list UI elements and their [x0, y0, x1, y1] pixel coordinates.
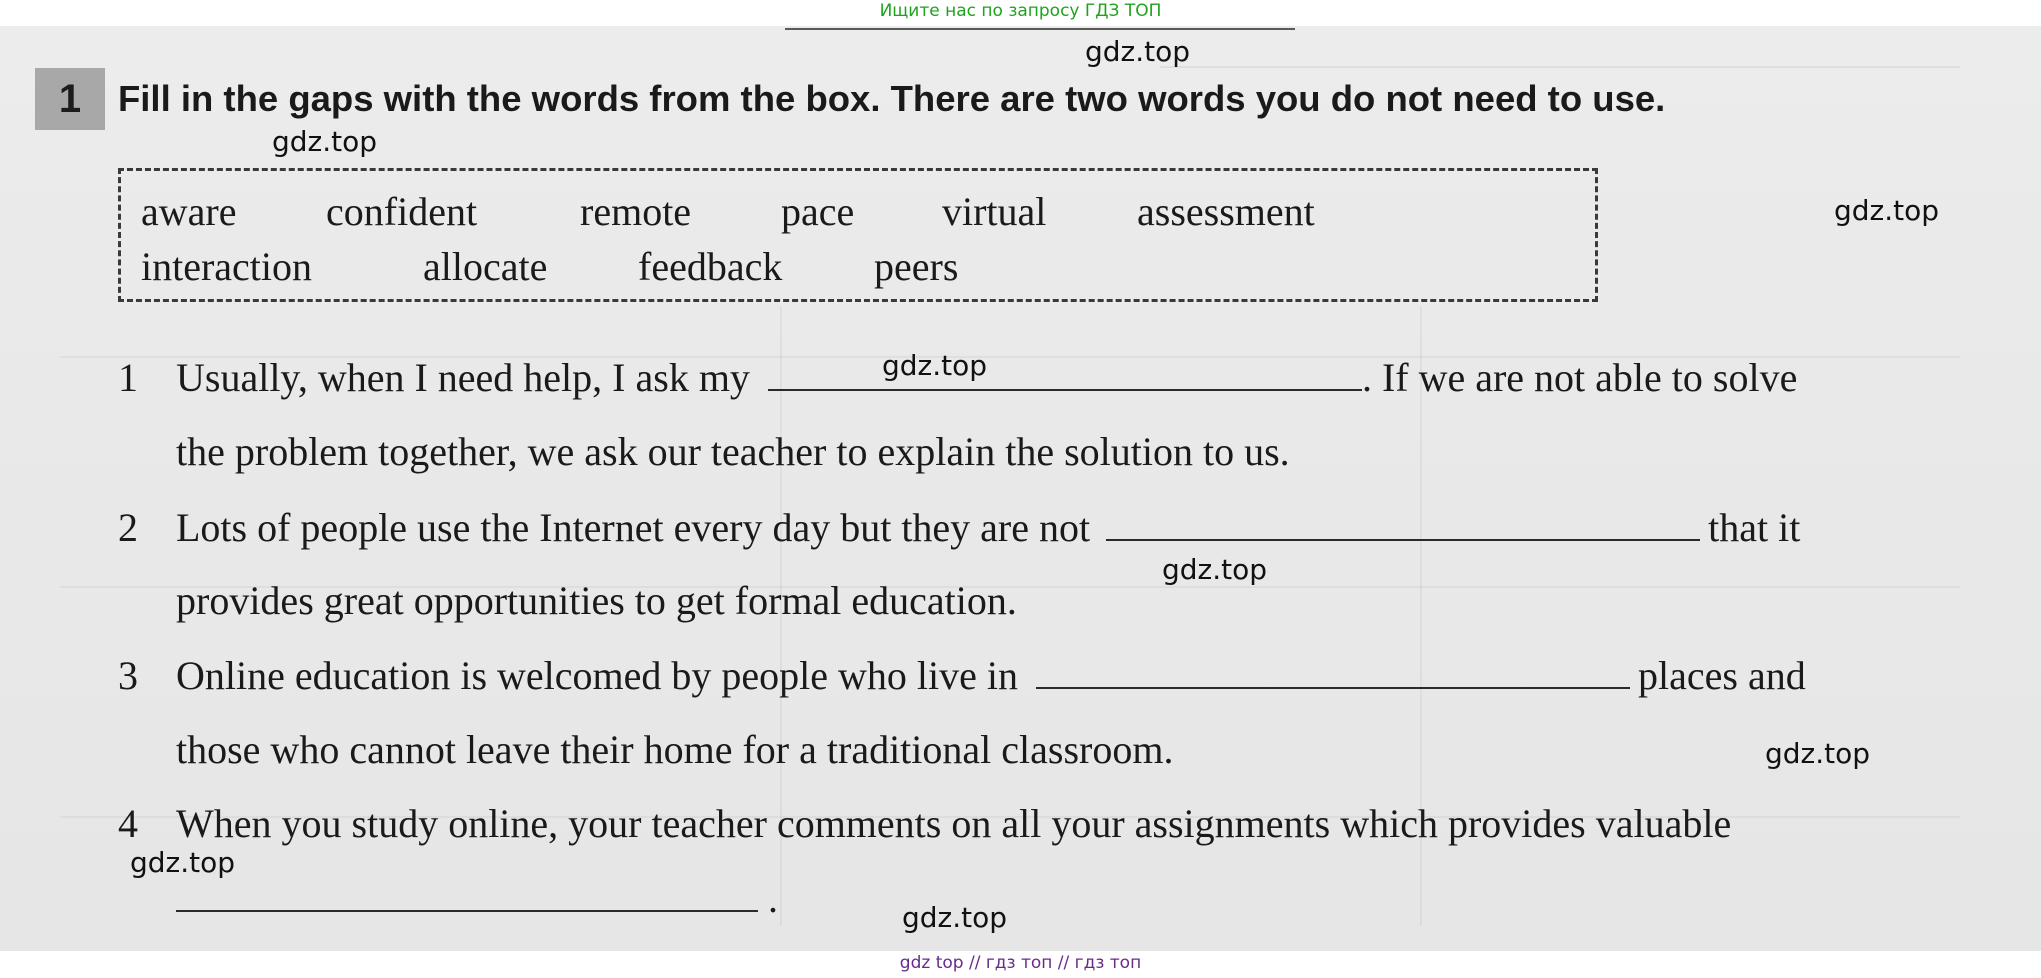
- watermark: gdz.top: [1085, 35, 1191, 68]
- answer-blank-1[interactable]: [768, 357, 1362, 391]
- box-word: pace: [781, 189, 855, 234]
- item-3-text-after: places and: [1638, 653, 1806, 698]
- watermark: gdz.top: [902, 901, 1008, 934]
- item-number: 3: [118, 653, 138, 698]
- watermark: gdz.top: [1765, 737, 1871, 770]
- answer-blank-2[interactable]: [1106, 507, 1700, 541]
- item-1-text-after: . If we are not able to solve: [1361, 355, 1798, 400]
- item-number: 4: [118, 801, 138, 846]
- box-word: confident: [326, 189, 478, 234]
- box-word: virtual: [942, 189, 1047, 234]
- exercise-instruction: Fill in the gaps with the words from the box. There are two words you do not need to use.: [118, 78, 1666, 119]
- watermark: gdz.top: [882, 349, 988, 382]
- top-banner[interactable]: Ищите нас по запросу ГДЗ ТОП: [879, 1, 1162, 21]
- item-2-line-1: [176, 505, 1800, 551]
- item-2-text-before: Lots of people use the Internet every day but they are not: [176, 505, 1091, 550]
- footer-links[interactable]: gdz top // гдз топ // гдз топ: [899, 953, 1142, 973]
- watermark: gdz.top: [130, 846, 236, 879]
- box-word: interaction: [141, 244, 313, 289]
- item-4-text-after: .: [768, 876, 778, 921]
- item-1-line-2: the problem together, we ask our teacher to explain the solution to us.: [176, 429, 1290, 474]
- item-4-line-2: [176, 876, 778, 922]
- watermark: gdz.top: [272, 125, 378, 158]
- answer-blank-4[interactable]: [176, 878, 758, 912]
- bleed-line: [1160, 66, 1960, 68]
- item-3-line-2: those who cannot leave their home for a traditional classroom.: [176, 727, 1174, 772]
- box-word: feedback: [638, 244, 783, 289]
- box-word: remote: [580, 189, 692, 234]
- watermark: gdz.top: [1834, 194, 1940, 227]
- exercise-number-box: [35, 68, 105, 130]
- item-1-text-before: Usually, when I need help, I ask my: [176, 355, 750, 400]
- item-2-line-2: provides great opportunities to get formal education.: [176, 578, 1017, 623]
- item-4-line-1: When you study online, your teacher comments on all your assignments which provides valuable: [176, 801, 1732, 846]
- box-word: aware: [141, 189, 237, 234]
- item-2-text-after: that it: [1708, 505, 1801, 550]
- box-word: assessment: [1137, 189, 1315, 234]
- top-rule: [785, 28, 1295, 30]
- item-3-line-1: [176, 653, 1806, 699]
- watermark: gdz.top: [1162, 553, 1268, 586]
- exercise-number: 1: [58, 77, 82, 121]
- item-number: 1: [118, 355, 138, 400]
- answer-blank-3[interactable]: [1036, 655, 1630, 689]
- box-word: peers: [874, 244, 959, 289]
- item-3-text-before: Online education is welcomed by people who live in: [176, 653, 1019, 698]
- box-word: allocate: [423, 244, 548, 289]
- item-number: 2: [118, 505, 138, 550]
